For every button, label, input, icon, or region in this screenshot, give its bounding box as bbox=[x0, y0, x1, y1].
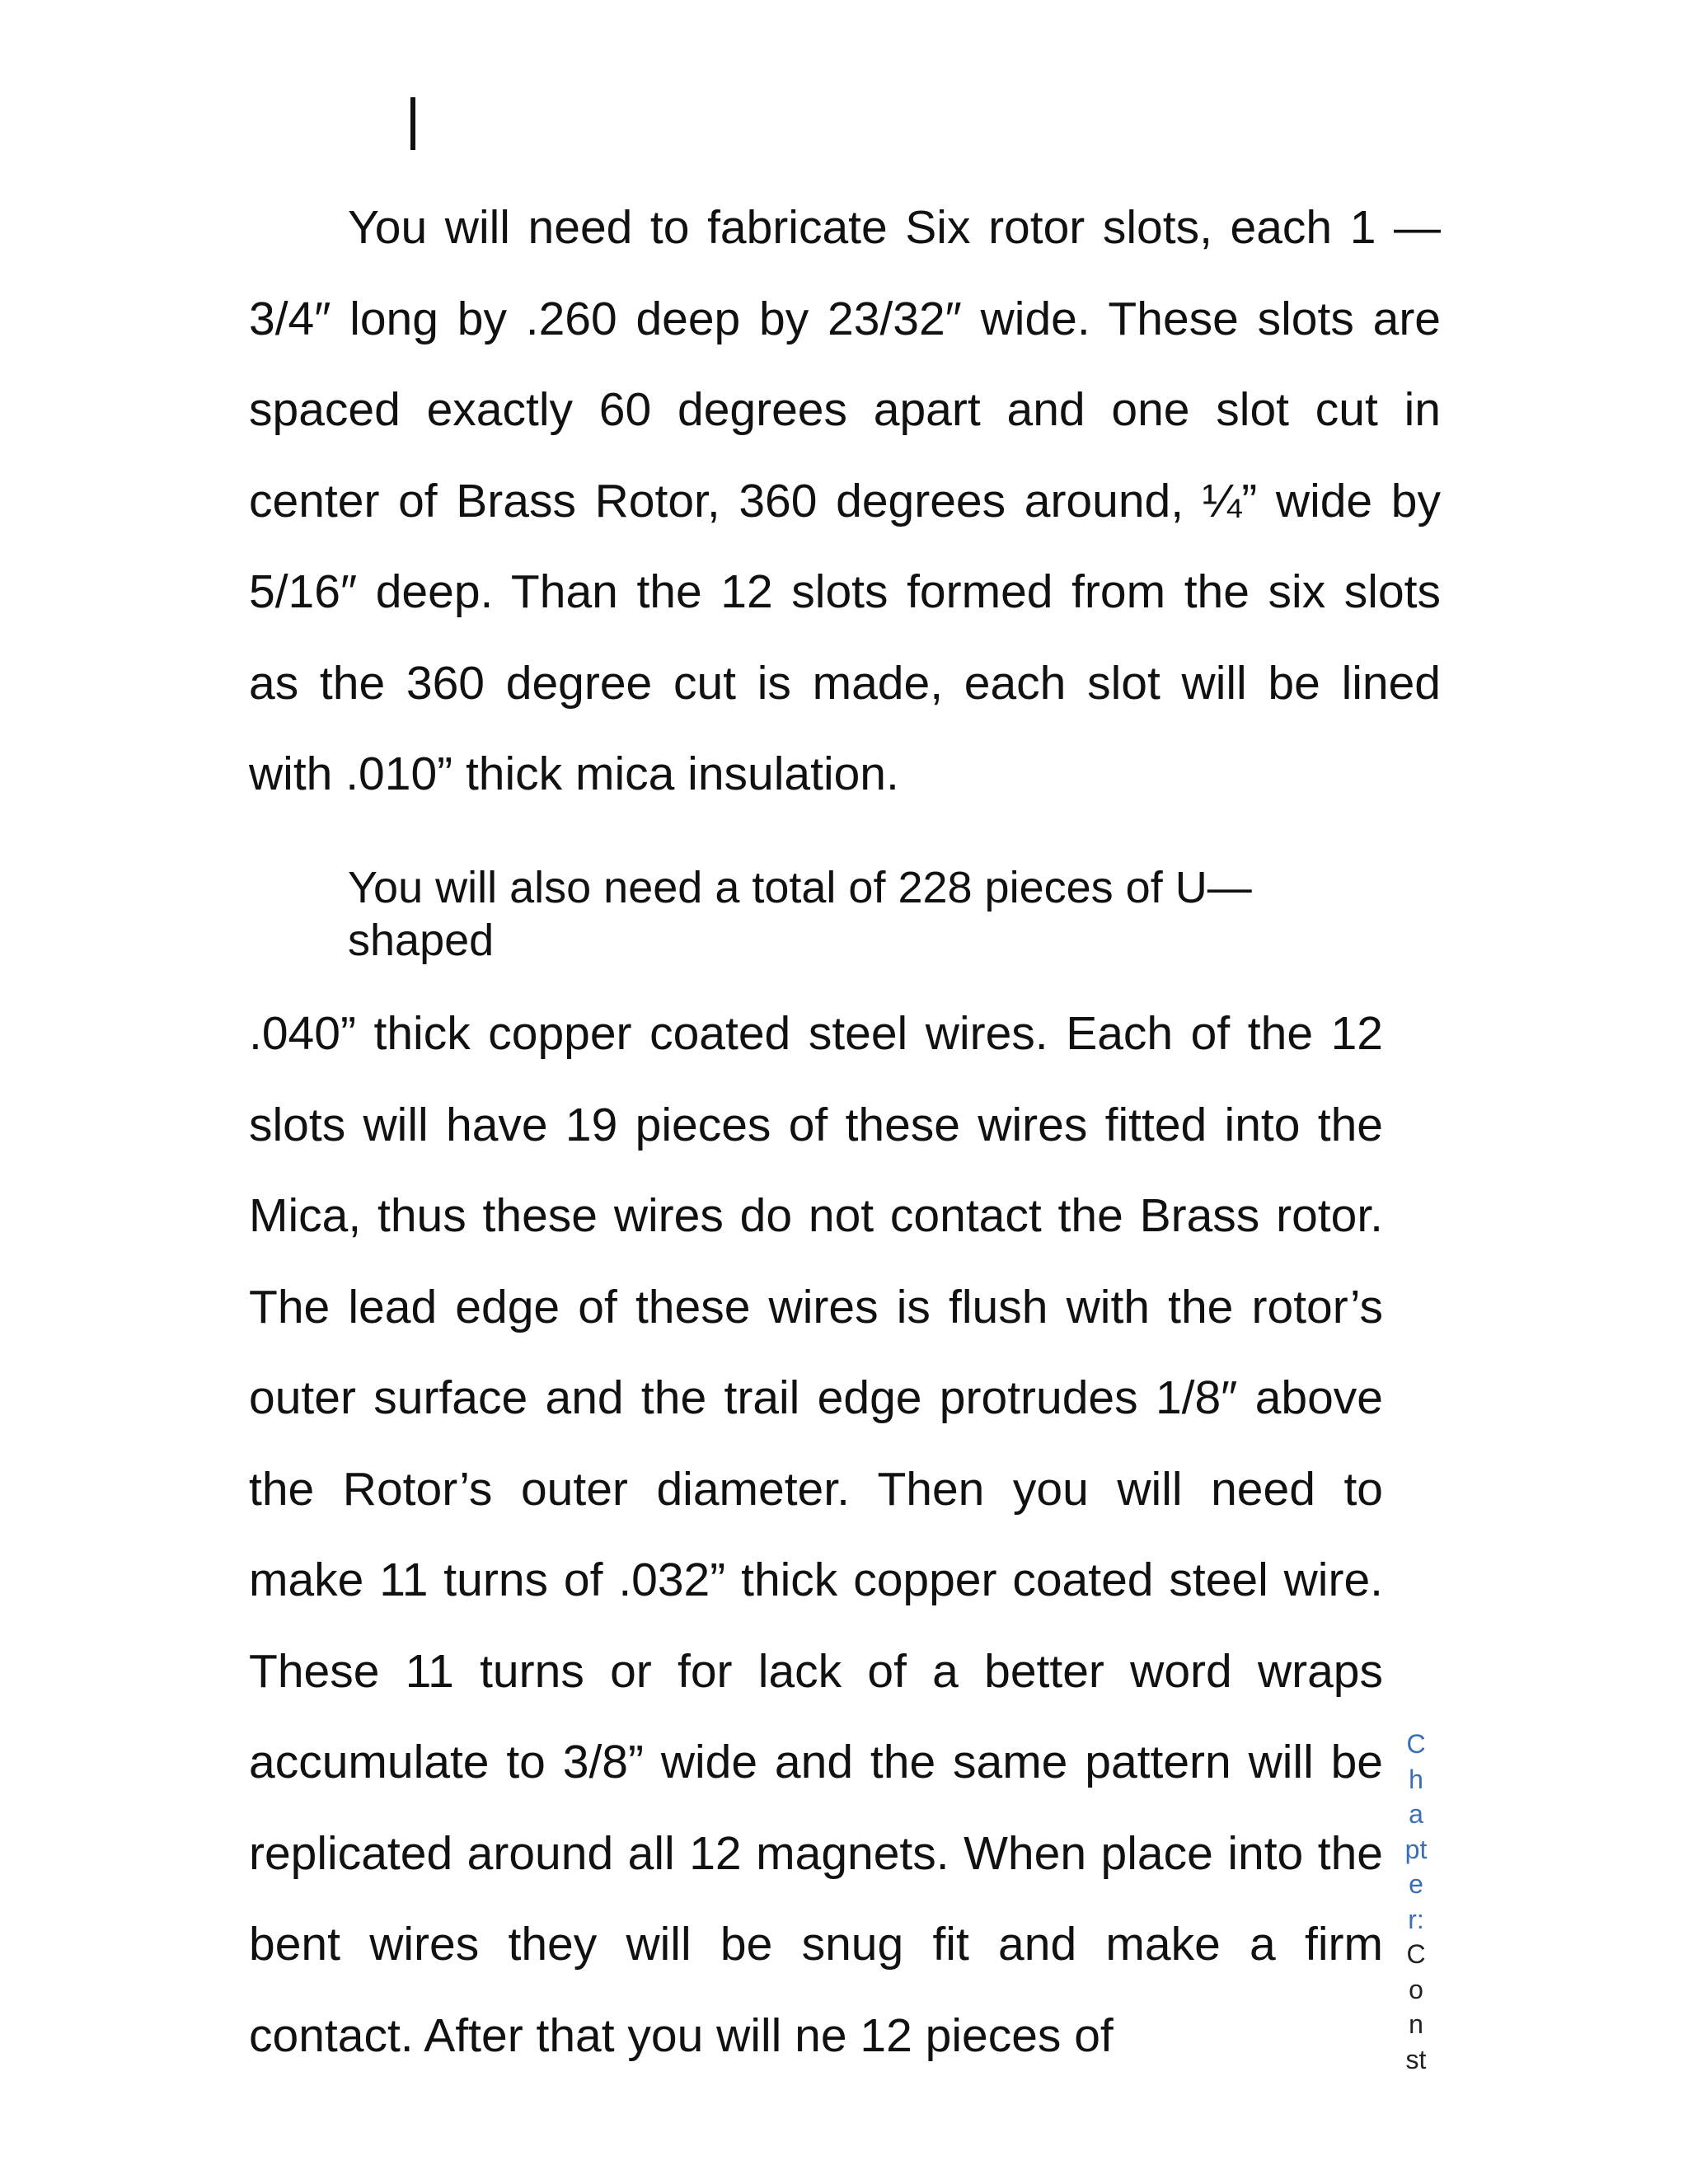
vertical-chapter-label bbox=[1396, 1727, 1436, 2077]
chapter-label-char: C bbox=[1406, 1729, 1426, 1759]
chapter-label-blue bbox=[1396, 1727, 1436, 1937]
chapter-label-char: n bbox=[1409, 2009, 1423, 2039]
chapter-label-char: r: bbox=[1408, 1904, 1424, 1934]
chapter-label-char: st bbox=[1405, 2044, 1427, 2074]
chapter-label-char: e bbox=[1409, 1869, 1423, 1899]
chapter-label-char: o bbox=[1409, 1974, 1423, 2004]
text-cursor-mark bbox=[410, 97, 415, 150]
chapter-label-dark bbox=[1396, 1937, 1436, 2077]
chapter-label-char: a bbox=[1409, 1799, 1423, 1829]
body-paragraph-1: You will need to fabricate Six rotor slots, each 1 —3/4″ long by .260 deep by 23/32″ wide. These slots are spaced exactly 60 degrees apart and one slot cut in center of Brass Rotor, 360 degrees around, ¼” wide by 5/16″ deep. Than the 12 slots formed from the six slots as the 360 degree cut is made, each slot will be lined with .010” thick mica insulation. bbox=[249, 201, 1441, 800]
body-paragraph-2: .040” thick copper coated steel wires. Each of the 12 slots will have 19 pieces of these wires fitted into the Mica, thus these wires do not contact the Brass rotor. The lead edge of these wires is flush with the rotor’s outer surface and the trail edge protrudes 1/8″ above the Rotor’s outer diameter. Then you will need to make 11 turns of .032” thick copper coated steel wire. These 11 turns or for lack of a better word wraps accumulate to 3/8” wide and the same pattern will be replicated around all 12 magnets. When place into the bent wires they will be snug fit and make a firm contact. After that you will ne 12 pieces of bbox=[249, 1007, 1383, 2062]
chapter-label-char: pt bbox=[1404, 1834, 1428, 1864]
chapter-label-char: C bbox=[1406, 1939, 1426, 1969]
chapter-label-char: h bbox=[1409, 1764, 1423, 1794]
body-paragraph-2-heading: You will also need a total of 228 pieces of U—shaped bbox=[348, 863, 1252, 965]
